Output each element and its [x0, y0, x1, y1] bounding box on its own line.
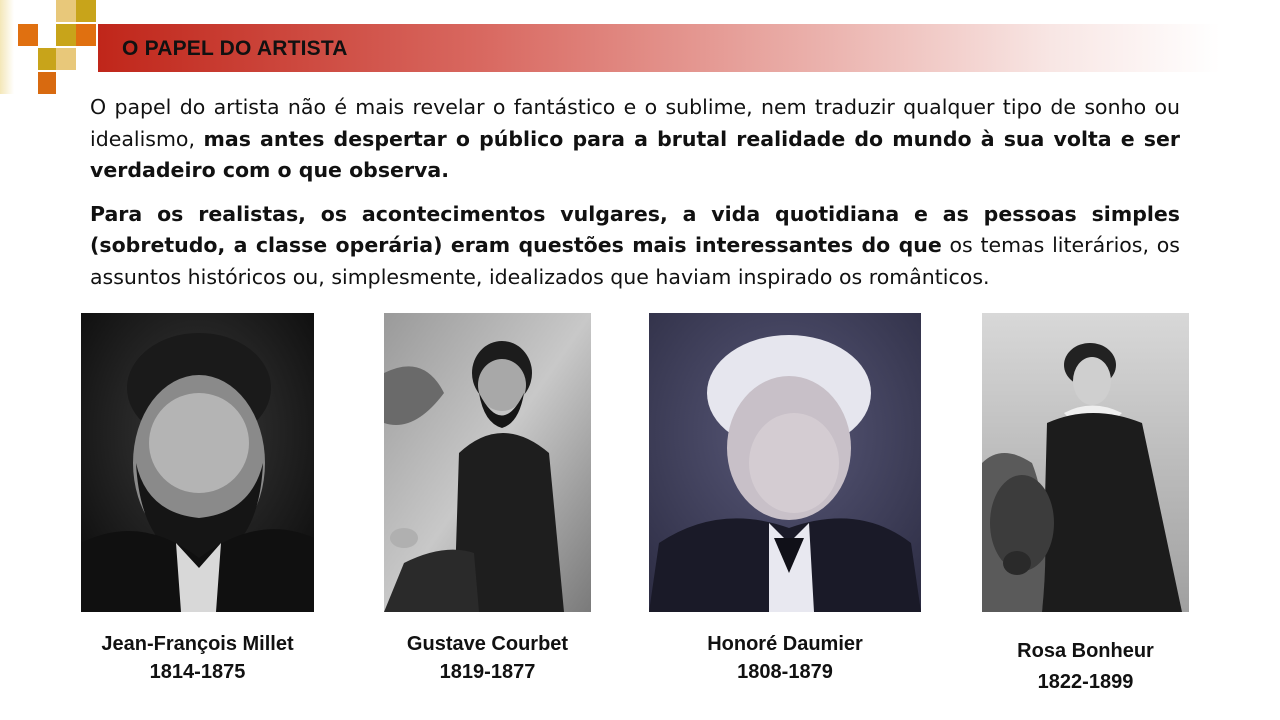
deco-square: [56, 48, 76, 70]
paragraph-2: [90, 199, 1180, 294]
deco-square: [18, 24, 38, 46]
deco-square: [56, 0, 76, 22]
artist-name: Gustave Courbet: [406, 633, 569, 655]
portrait-courbet: [384, 313, 591, 612]
artist-years: 1819-1877: [439, 661, 536, 683]
deco-square: [56, 24, 76, 46]
artist-years: 1822-1899: [1037, 671, 1134, 693]
artist-name: Honoré Daumier: [707, 633, 863, 655]
caption-courbet: [384, 630, 591, 686]
paragraph-2-bold: Para os realistas, os acontecimentos vulgares, a vida quotidiana e as pessoas simples (sobretudo, a classe operária) eram questões mais interessantes do que: [90, 201, 1180, 257]
slide-title: O PAPEL DO ARTISTA: [122, 37, 348, 60]
caption-millet: [81, 630, 314, 686]
caption-bonheur: [982, 636, 1189, 698]
deco-square: [38, 72, 56, 94]
artist-years: 1814-1875: [149, 661, 246, 683]
caption-daumier: [649, 630, 921, 686]
artist-years: 1808-1879: [737, 661, 833, 683]
deco-square: [76, 24, 96, 46]
paragraph-1: [90, 92, 1180, 187]
deco-square: [38, 48, 56, 70]
deco-square: [76, 0, 96, 22]
portrait-millet: [81, 313, 314, 612]
portrait-daumier: [649, 313, 921, 612]
portrait-bonheur: [982, 313, 1189, 612]
paragraph-1-normal: O papel do artista não é mais revelar o fantástico e o sublime, nem traduzir qualquer tipo de sonho ou idealismo,: [90, 95, 1180, 151]
artist-name: Rosa Bonheur: [1017, 640, 1154, 662]
title-bar: [98, 24, 1220, 72]
paragraph-2-normal: os temas literários, os assuntos históricos ou, simplesmente, idealizados que haviam inspirado os românticos.: [90, 233, 1180, 289]
artist-name: Jean-François Millet: [101, 633, 294, 655]
body-text: [90, 92, 1180, 305]
paragraph-1-bold: mas antes despertar o público para a brutal realidade do mundo à sua volta e ser verdadeiro com o que observa.: [90, 126, 1181, 182]
deco-stripe: [0, 0, 14, 94]
